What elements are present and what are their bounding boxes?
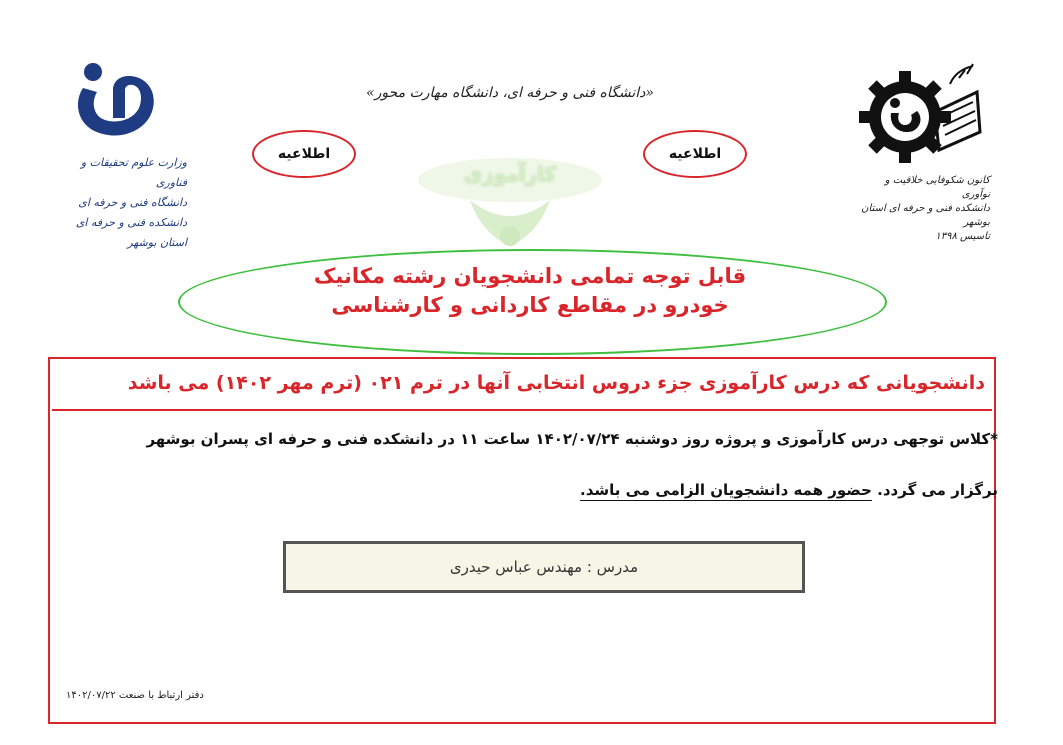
footer-office-date: دفتر ارتباط با صنعت ۱۴۰۲/۰۷/۲۲ <box>66 690 204 701</box>
internship-badge <box>410 150 610 250</box>
internship-badge-label: کارآموزی <box>463 162 557 186</box>
innovation-center-text <box>855 174 990 244</box>
ministry-emblem-icon <box>63 58 173 148</box>
announcement-headline: دانشجویانی که درس کارآموزی جزء دروس انتخابی آنها در ترم ۰۲۱ (ترم مهر ۱۴۰۲) می باشد <box>127 372 985 394</box>
body-line-2-part-a: برگزار می گردد. <box>877 481 998 499</box>
announcement-body-line-2 <box>560 481 998 499</box>
notice-label-right: اطلاعیه <box>643 130 747 178</box>
instructor-box: مدرس : مهندس عباس حیدری <box>283 541 805 593</box>
banner-line-1: قابل توجه تمامی دانشجویان رشته مکانیک <box>313 264 747 288</box>
ministry-logo-text <box>55 153 187 253</box>
gear-book-emblem-icon <box>855 62 985 172</box>
innovation-center-logo <box>855 62 990 242</box>
innovation-line: کانون شکوفایی خلاقیت و نوآوری <box>884 175 990 200</box>
ministry-logo <box>55 58 195 249</box>
notice-label-left: اطلاعیه <box>252 130 356 178</box>
ministry-line: دانشکده فنی و حرفه ای استان بوشهر <box>75 216 187 249</box>
headline-divider <box>52 409 992 411</box>
banner-line-2: خودرو در مقاطع کاردانی و کارشناسی <box>331 293 729 317</box>
innovation-line: تاسیس ۱۳۹۸ <box>935 231 990 242</box>
attendance-required-text: حضور همه دانشجویان الزامی می باشد. <box>580 481 872 499</box>
ministry-line: دانشگاه فنی و حرفه ای <box>78 196 187 209</box>
innovation-line: دانشکده فنی و حرفه ای استان بوشهر <box>861 203 990 228</box>
announcement-body-line-1: *کلاس توجهی درس کارآموزی و پروژه روز دوشنبه ۱۴۰۲/۰۷/۲۴ ساعت ۱۱ در دانشکده فنی و حرفه ای پسران بوشهر <box>146 430 998 448</box>
university-slogan: «دانشگاه فنی و حرفه ای، دانشگاه مهارت محور» <box>366 85 654 101</box>
target-audience-text <box>200 262 860 320</box>
ministry-line: وزارت علوم تحقیقات و فناوری <box>80 156 187 189</box>
